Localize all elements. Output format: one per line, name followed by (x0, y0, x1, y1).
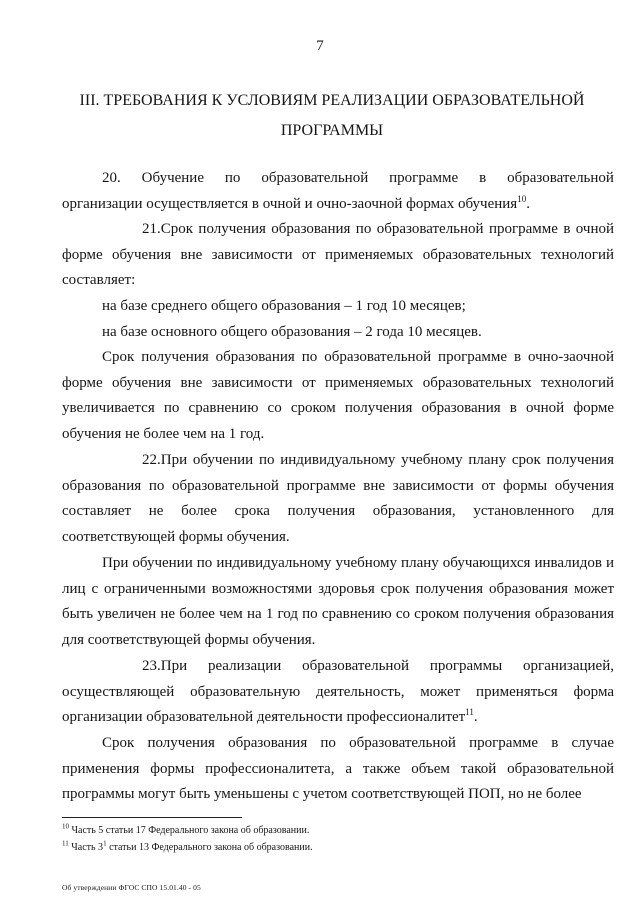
paragraph-20-word: Обучение (141, 170, 204, 186)
paragraph-21-text: Срок получения образования по образовательной программе в очной форме обучения вне зависимости от применяемых образовательных технологий составляет: (62, 221, 614, 288)
paragraph-22 (62, 448, 614, 550)
footnote-divider (62, 817, 242, 818)
footnote-11-mark: 11 (62, 839, 69, 848)
footnote-10-text: Часть 5 статьи 17 Федерального закона об образовании. (69, 825, 310, 836)
paragraph-23 (62, 654, 614, 731)
paragraph-20-word: в (479, 170, 487, 186)
footnote-11-text-pre: Часть 3 (68, 842, 104, 853)
paragraph-22-number: 22. (142, 452, 161, 468)
section-heading (62, 86, 602, 146)
page-number: 7 (316, 38, 324, 54)
paragraph-20-text: организации осуществляется в очной и очно-заочной формах обучения (62, 196, 518, 212)
footnote-11 (62, 841, 602, 855)
paragraph-20-line2 (62, 192, 614, 218)
paragraph-21-number: 21. (142, 221, 161, 237)
paragraph-20-word: программе (389, 170, 459, 186)
paragraph-20-word: образовательной (507, 170, 614, 186)
paragraph-22-text: При обучении по индивидуальному учебному плану срок получения образования по образовательной программе вне зависимости от формы обучения составляет не более срока получения образования, установленного для соответствующей формы обучения. (62, 452, 614, 545)
paragraph-20-word: образовательной (261, 170, 369, 186)
document-footer: Об утверждении ФГОС СПО 15.01.40 - 05 (62, 883, 201, 892)
paragraph-23-number: 23. (142, 658, 161, 674)
paragraph-20-end: . (526, 196, 530, 212)
footnote-ref-11[interactable]: 11 (465, 707, 474, 717)
heading-line-2: ПРОГРАММЫ (280, 122, 384, 139)
footnote-10-mark: 10 (62, 822, 69, 831)
paragraph-21b: Срок получения образования по образовательной программе в очно-заочной форме обучения вне зависимости от применяемых образовательных технологий увеличивается по сравнению со сроком получения образования в очной форме обучения не более чем на 1 год. (62, 349, 614, 442)
paragraph-20-words (102, 166, 614, 192)
footnote-ref-10[interactable]: 10 (517, 194, 527, 204)
paragraph-20-word: по (224, 170, 241, 186)
paragraph-20-number: 20. (102, 170, 121, 186)
footnote-11-superscript: 1 (103, 839, 107, 848)
paragraph-23-end: . (473, 709, 478, 725)
paragraph-22b: При обучении по индивидуальному учебному плану обучающихся инвалидов и лиц с ограниченными возможностями здоровья срок получения образования может быть увеличен не более чем на 1 год по сравнению со сроком получения образования для соответствующей формы обучения. (62, 555, 614, 648)
footnote-10 (62, 824, 602, 838)
list-item-2: на базе основного общего образования – 2 года 10 месяцев. (102, 324, 482, 340)
paragraph-23b: Срок получения образования по образовательной программе в случае применения формы профессионалитета, а также объем такой образовательной программы могут быть уменьшены с учетом соответствующей ПОП, но не более (62, 735, 614, 802)
paragraph-20-line1 (62, 166, 614, 192)
heading-line-1: III. ТРЕБОВАНИЯ К УСЛОВИЯМ РЕАЛИЗАЦИИ ОБРАЗОВАТЕЛЬНОЙ (79, 92, 585, 109)
list-item-1: на базе среднего общего образования – 1 год 10 месяцев; (102, 298, 466, 314)
paragraph-21 (62, 217, 614, 294)
footnote-11-text-post: статьи 13 Федерального закона об образовании. (106, 842, 313, 853)
paragraph-23-text: При реализации образовательной программы организацией, осуществляющей образовательную деятельность, может применяться форма организации образовательной деятельности профессионалитет (62, 658, 614, 725)
